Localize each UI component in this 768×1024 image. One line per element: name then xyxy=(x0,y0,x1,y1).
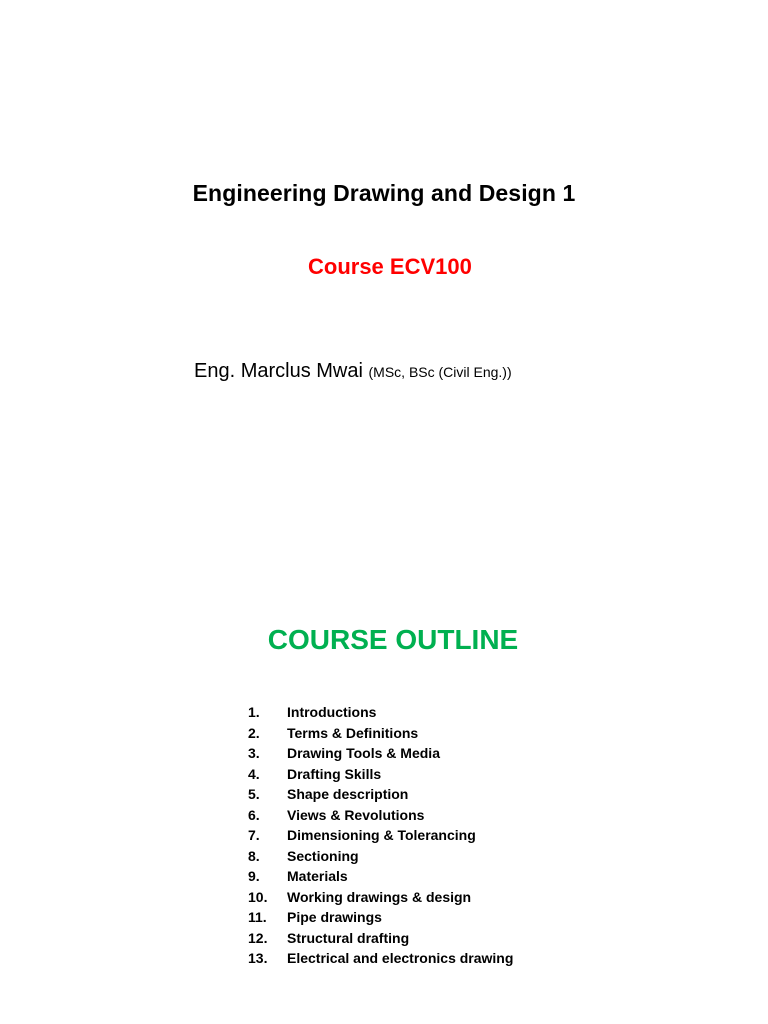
outline-slide xyxy=(0,560,768,1024)
outline-item-label: Pipe drawings xyxy=(287,909,382,925)
author-credentials: (MSc, BSc (Civil Eng.)) xyxy=(368,364,512,380)
outline-item-number: 5. xyxy=(248,786,260,802)
course-code: Course ECV100 xyxy=(308,254,472,279)
outline-item xyxy=(248,784,513,805)
outline-item-number: 2. xyxy=(248,724,260,741)
author-line xyxy=(194,360,512,383)
outline-item-label: Structural drafting xyxy=(287,929,410,946)
outline-item-label: Sectioning xyxy=(287,847,359,864)
outline-item xyxy=(248,907,513,928)
outline-item xyxy=(248,825,513,846)
slide-title: Engineering Drawing and Design 1 xyxy=(192,180,576,206)
outline-item-number: 7. xyxy=(248,827,260,843)
outline-item-label: Shape description xyxy=(287,786,409,802)
outline-list xyxy=(248,702,513,969)
outline-item-label: Views & Revolutions xyxy=(287,806,425,823)
outline-item xyxy=(248,702,513,723)
outline-item-label: Terms & Definitions xyxy=(287,724,419,741)
outline-item-number: 6. xyxy=(248,806,260,823)
outline-item-number: 11. xyxy=(248,909,267,925)
outline-item xyxy=(248,743,513,764)
outline-item-number: 4. xyxy=(248,765,260,782)
outline-title: COURSE OUTLINE xyxy=(267,624,519,655)
outline-item xyxy=(248,948,513,969)
outline-item xyxy=(248,887,513,908)
outline-item-label: Working drawings & design xyxy=(287,888,472,905)
outline-item-number: 10. xyxy=(248,888,268,905)
outline-item-label: Drafting Skills xyxy=(287,765,382,782)
outline-item xyxy=(248,723,513,744)
outline-item xyxy=(248,866,513,887)
author-name: Eng. Marclus Mwai xyxy=(194,360,363,382)
outline-item xyxy=(248,805,513,826)
outline-item xyxy=(248,764,513,785)
outline-item xyxy=(248,846,513,867)
outline-item-number: 12. xyxy=(248,929,268,946)
outline-item-label: Electrical and electronics drawing xyxy=(287,950,514,966)
outline-item-label: Introductions xyxy=(287,704,377,720)
outline-item-number: 13. xyxy=(248,950,268,966)
outline-item-number: 1. xyxy=(248,704,260,720)
outline-item-number: 3. xyxy=(248,745,260,761)
outline-item-number: 9. xyxy=(248,868,260,884)
outline-item-label: Materials xyxy=(287,868,348,884)
outline-item-number: 8. xyxy=(248,847,260,864)
outline-item xyxy=(248,928,513,949)
outline-item-label: Dimensioning & Tolerancing xyxy=(287,827,476,843)
outline-item-label: Drawing Tools & Media xyxy=(287,745,440,761)
